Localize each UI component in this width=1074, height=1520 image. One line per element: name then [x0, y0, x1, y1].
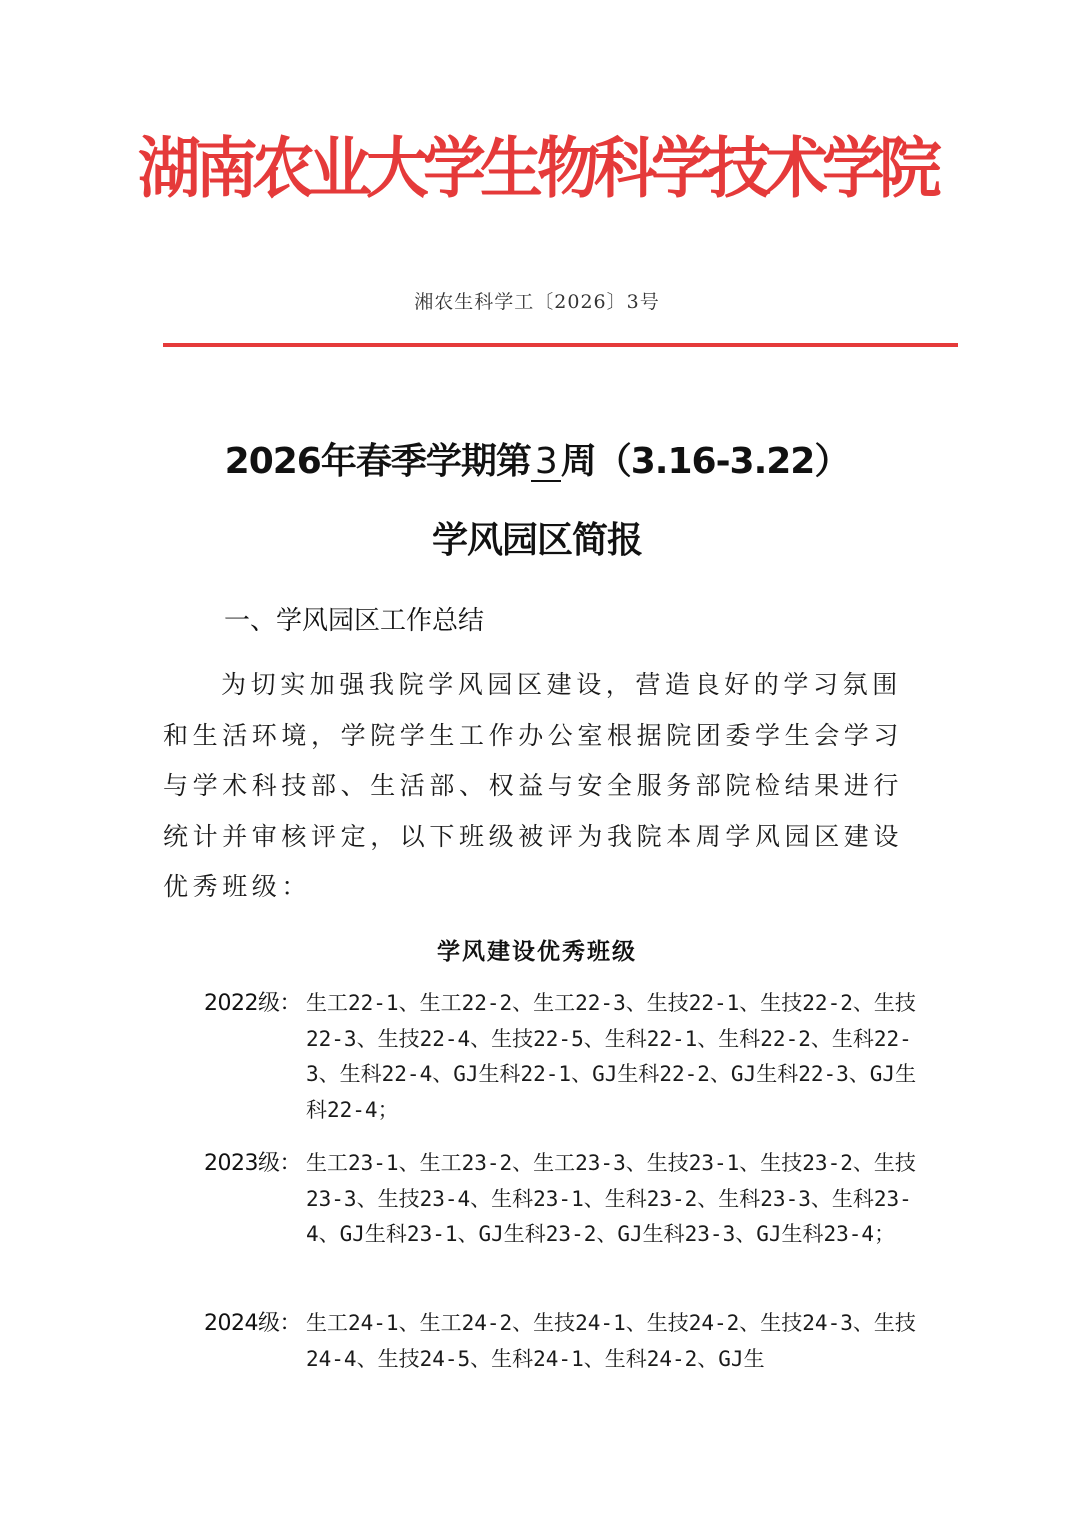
grade-label: 2022级： [204, 991, 301, 1016]
red-divider [163, 343, 958, 347]
document-number: 湘农生科学工〔2026〕3号 [414, 291, 660, 313]
excellent-classes-heading: 学风建设优秀班级 [437, 938, 637, 965]
bulletin-title-line1 [0, 433, 1074, 484]
grade-label: 2023级： [204, 1151, 301, 1176]
grade-class-list: 生工22-1、生工22-2、生工22-3、生技22-1、生技22-2、生技22-3、生技22-4、生技22-5、生科22-1、生科22-2、生科22-3、生科22-4、GJ生科22-1、GJ生科22-2、GJ生科22-3、GJ生科22-4； [306, 991, 917, 1122]
grade-label: 2024级： [204, 1311, 301, 1336]
grade-class-list: 生工23-1、生工23-2、生工23-3、生技23-1、生技23-2、生技23-3、生技23-4、生科23-1、生科23-2、生科23-3、生科23-4、GJ生科23-1、GJ生科23-2、GJ生科23-3、GJ生科23-4； [306, 1151, 916, 1246]
title-prefix: 2026年春季学期第 [224, 441, 531, 482]
section-heading: 一、学风园区工作总结 [224, 606, 485, 636]
title-suffix: 周（3.16-3.22） [560, 441, 850, 482]
week-number: 3 [531, 444, 561, 482]
intro-paragraph: 为切实加强我院学风园区建设，营造良好的学习氛围和生活环境，学院学生工作办公室根据院团委学生会学习与学术科技部、生活部、权益与安全服务部院检结果进行统计并审核评定，以下班级被评为我院本周学风园区建设优秀班级： [163, 670, 904, 901]
bulletin-title-line2: 学风园区简报 [431, 520, 642, 561]
grade-class-list: 生工24-1、生工24-2、生技24-1、生技24-2、生技24-3、生技24-4、生技24-5、生科24-1、生科24-2、GJ生 [306, 1311, 916, 1371]
masthead-title: 湖南农业大学生物科学技术学院 [138, 130, 936, 207]
